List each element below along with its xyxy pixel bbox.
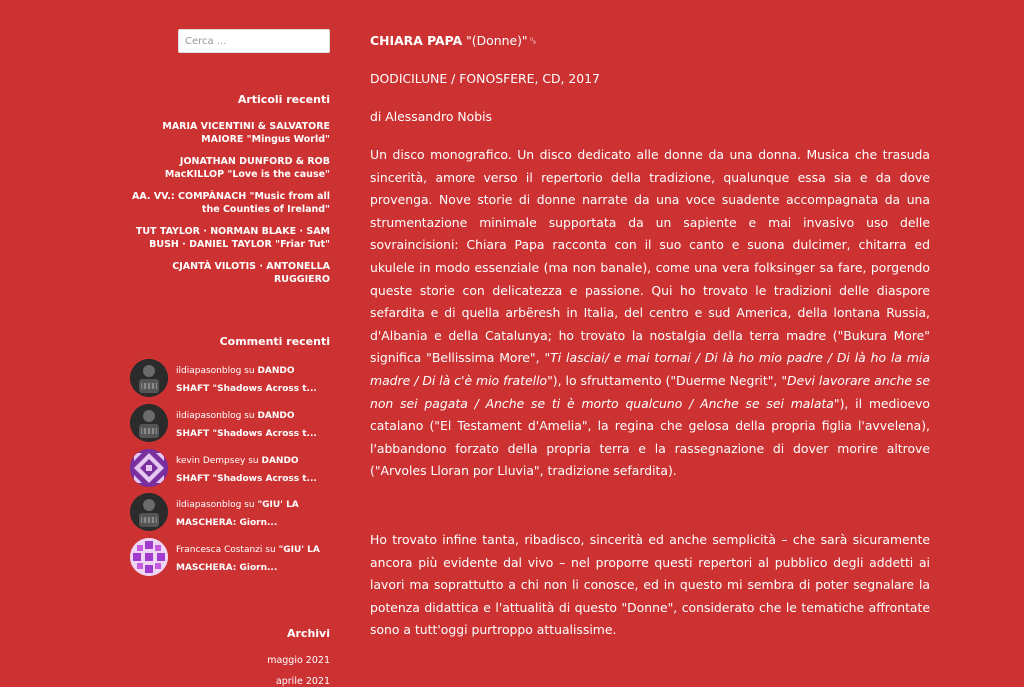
comment-item bbox=[130, 449, 330, 489]
recent-posts-list bbox=[120, 120, 330, 295]
lyrics-quote: Ti lasciai/ e mai tornai / Di là ho mio padre / Di là ho la mia madre / Di là c'è mio fratello bbox=[370, 350, 930, 388]
user-photo-icon[interactable] bbox=[130, 359, 168, 397]
comment-author[interactable]: kevin Dempsey bbox=[176, 456, 246, 466]
post-paragraph: Ho trovato infine tanta, ribadisco, sincerità ed anche semplicità – che sarà sicuramente ancora più evidente dal vivo – nel proporre questi repertori al pubblico degli addetti ai lavori ma soprattutto a chi non li conosce, ed in questo mi sembra di poter segnalare la potenza didattica e l'attualità di questo "Donne", considerato che le tematiche affrontate sono a tutt'oggi purtroppo attualissime. bbox=[370, 532, 930, 638]
post-byline: di Alessandro Nobis bbox=[370, 109, 492, 124]
comment-post-link[interactable]: DANDO SHAFT "Shadows Across t... bbox=[176, 411, 317, 439]
comment-on: su bbox=[244, 411, 255, 421]
lyrics-quote: Devi lavorare anche se non sei pagata / Anche se ti è morto qualcuno / Anche se sei malata bbox=[370, 372, 930, 411]
comment-text bbox=[176, 496, 330, 532]
identicon-icon[interactable] bbox=[130, 449, 168, 487]
sidebar bbox=[120, 0, 330, 687]
post-subtitle: DODICILUNE / FONOSFERE, CD, 2017 bbox=[370, 71, 600, 86]
archives-title: Archivi bbox=[286, 627, 330, 640]
post-title bbox=[370, 33, 538, 49]
comment-author[interactable]: ildiapasonblog bbox=[176, 411, 242, 421]
user-photo-icon[interactable] bbox=[130, 404, 168, 442]
recent-post-link[interactable]: JONATHAN DUNFORD & ROB MacKILLOP "Love is the cause" bbox=[164, 156, 330, 180]
paragraph-text: "), il medioevo catalano ("El Testament d'Amelia", la regina che gelosa della propria figlia l'avvelena), l'abbandono forzato della propria terra e la rassegnazione di dover morire altrove ("Arvoles Lloran por Lluvia", tradizione sefardita). bbox=[370, 395, 930, 479]
comment-post-link[interactable]: DANDO SHAFT "Shadows Across t... bbox=[176, 366, 317, 394]
archive-link[interactable]: aprile 2021 bbox=[275, 676, 330, 687]
paragraph-text: "), lo sfruttamento ("Duerme Negrit", " bbox=[547, 372, 788, 388]
comment-item bbox=[130, 359, 330, 399]
recent-posts-title: Articoli recenti bbox=[237, 93, 330, 106]
comment-text bbox=[176, 407, 330, 443]
recent-comments-title: Commenti recenti bbox=[219, 335, 330, 348]
comment-on: su bbox=[248, 456, 259, 466]
post-title-album: "(Donne)"␟ bbox=[462, 33, 538, 48]
comment-on: su bbox=[265, 545, 276, 555]
comment-text bbox=[176, 452, 330, 488]
comment-item bbox=[130, 404, 330, 444]
comment-text bbox=[176, 541, 330, 577]
comment-post-link[interactable]: "GIU' LA MASCHERA: Giorn... bbox=[176, 545, 320, 573]
comment-text bbox=[176, 362, 330, 398]
archive-link[interactable]: maggio 2021 bbox=[267, 655, 330, 666]
comment-item bbox=[130, 493, 330, 533]
recent-post-link[interactable]: AA. VV.: COMPÀNACH "Music from all the Counties of Ireland" bbox=[132, 191, 330, 215]
comment-author[interactable]: ildiapasonblog bbox=[176, 500, 242, 510]
comment-author[interactable]: ildiapasonblog bbox=[176, 366, 242, 376]
search-input[interactable] bbox=[178, 29, 330, 53]
comment-item bbox=[130, 538, 330, 578]
post-title-artist: CHIARA PAPA bbox=[370, 33, 463, 48]
user-photo-icon[interactable] bbox=[130, 493, 168, 531]
paragraph-text: Un disco monografico. Un disco dedicato alle donne da una donna. Musica che trasuda sincerità, amore verso il repertorio della tradizione, qualunque essa sia e da dove provenga. Nove storie di donne narrate da una voce suadente accompagnata da una strumentazione minimale supportata da un sapiente e mai invasivo uso delle sovraincisioni: Chiara Papa racconta con il suo canto e suona dulcimer, chitarra ed ukulele in modo essenziale (ma non banale), come una vera folksinger sa fare, porgendo queste storie con delicatezza e passione. Qui ho trovato le tradizioni delle diaspore sefardita e di quella arbëresh in Italia, del centro e sud America, della lontana Russia, d'Albania e della Catalunya; ho trovato la nostalgia della terra madre ("Bukura More" significa "Bellissima More", " bbox=[370, 147, 930, 366]
comment-post-link[interactable]: DANDO SHAFT "Shadows Across t... bbox=[176, 456, 317, 484]
comment-on: su bbox=[244, 366, 255, 376]
comment-on: su bbox=[244, 500, 255, 510]
comment-author[interactable]: Francesca Costanzi bbox=[176, 545, 263, 555]
post-paragraph bbox=[370, 144, 930, 483]
recent-post-link[interactable]: TUT TAYLOR · NORMAN BLAKE · SAM BUSH · DANIEL TAYLOR "Friar Tut" bbox=[135, 226, 330, 250]
recent-post-link[interactable]: CJANTÀ VILOTIS · ANTONELLA RUGGIERO bbox=[172, 261, 330, 285]
comment-post-link[interactable]: "GIU' LA MASCHERA: Giorn... bbox=[176, 500, 299, 528]
identicon-icon[interactable] bbox=[130, 538, 168, 576]
recent-post-link[interactable]: MARIA VICENTINI & SALVATORE MAIORE "Mingus World" bbox=[162, 121, 330, 145]
